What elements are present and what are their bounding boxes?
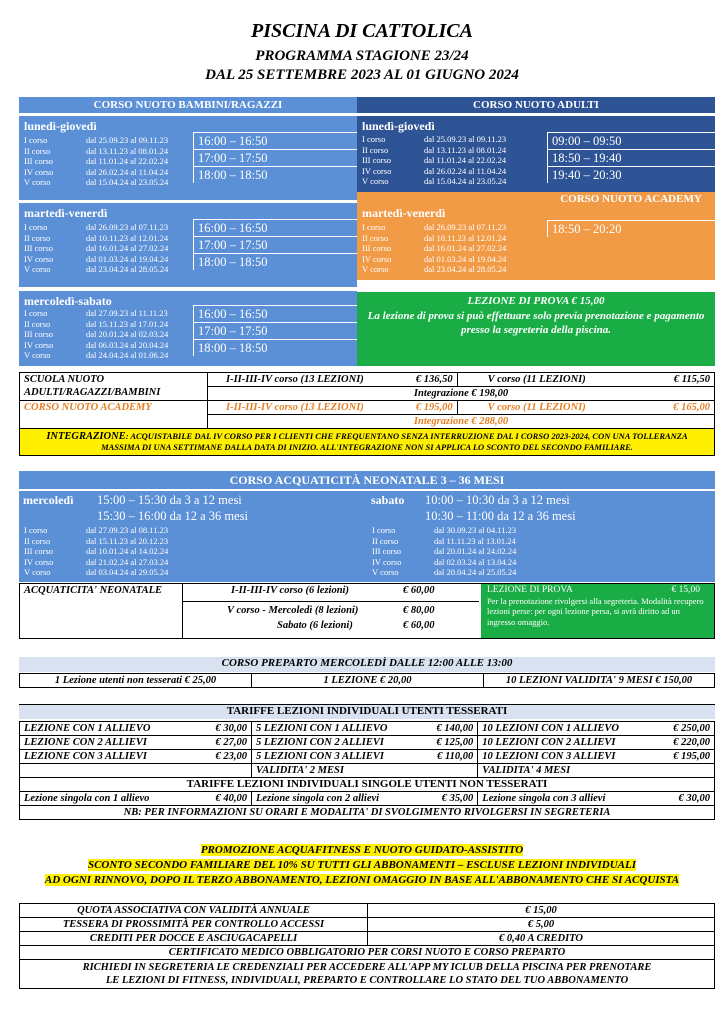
course-row: IV corso dal 06.03.24 al 20.04.24: [24, 339, 169, 350]
preparto-price: 1 Lezione utenti non tesserati € 25,00: [20, 674, 252, 688]
course-row: IV corso dal 01.03.24 al 19.04.24: [24, 253, 169, 264]
course-row: III corso dal 20.01.24 al 02.03.24: [24, 329, 169, 340]
course-row: III corso dal 10.01.24 al 14.02.24: [24, 546, 169, 557]
individuali-title-2: TARIFFE LEZIONI INDIVIDUALI SINGOLE UTENTI NON TESSERATI: [20, 778, 715, 792]
course-row: IV corso dal 26.02.24 al 11.04.24: [24, 166, 169, 177]
course-price-label: V corso (11 LEZIONI): [457, 401, 630, 415]
scuola-label: SCUOLA NUOTO ADULTI/RAGAZZI/BAMBINI: [20, 373, 208, 401]
course-price-label: V corso (11 LEZIONI): [457, 373, 630, 387]
info-note: NB: PER INFORMAZIONI SU ORARI E MODALITA' DI SVOLGIMENTO RIVOLGERSI IN SEGRETERIA: [20, 806, 715, 820]
bambini-title: CORSO NUOTO BAMBINI/RAGAZZI: [19, 97, 357, 113]
time-slot: 19:40 – 20:30: [547, 166, 715, 183]
days-label: lunedì-giovedì: [24, 119, 97, 133]
price: € 195,00: [387, 401, 457, 415]
prova-box: [357, 292, 715, 366]
promo-line: AD OGNI RINNOVO, DOPO IL TERZO ABBONAMENTO, LEZIONI OMAGGIO IN BASE ALL'ABBONAMENTO CHE SI ACQUISTA: [44, 874, 680, 886]
course-row: II corso dal 11.11.23 al 13.01.24: [372, 535, 516, 546]
acq-price-list: I-II-III-IV corso (6 lezioni) € 60,00 V corso - Mercoledì (8 lezioni) € 80,00 Sabato (6 lezioni) € 60,00: [182, 584, 478, 638]
table-cell: € 30,00: [655, 792, 715, 806]
course-list: [357, 134, 547, 187]
course-row: IV corso dal 26.02.24 al 11.04.24: [362, 165, 507, 176]
integrazione-note: INTEGRAZIONE: ACQUISTABILE DAL IV CORSO PER I CLIENTI CHE FREQUENTANO SENZA INTERRUZIONE DAL I CORSO 2023-2024, CON UNA TOLLERANZA MASSIMA DI UNA SETTIMANE DALLA DATA DI INIZIO. ALL'INTEGRAZIONE NON SI APPLICA LO SCONTO DEL SECONDO FAMILIARE.: [20, 429, 715, 456]
day-label: sabato: [371, 493, 405, 507]
course-list: [19, 308, 193, 361]
course-list: [357, 222, 547, 275]
table-cell: 10 LEZIONI CON 2 ALLIEVI: [478, 736, 655, 750]
course-row: II corso dal 15.11.23 al 17.01.24: [24, 318, 169, 329]
course-row: I corso dal 26.09.23 al 07.11.23: [362, 222, 507, 232]
time-slot: 17:00 – 17:50: [193, 236, 357, 253]
adulti-block: [357, 116, 715, 192]
preparto-price: 1 LEZIONE € 20,00: [252, 674, 484, 688]
price: € 136,50: [387, 373, 457, 387]
course-row: III corso dal 16.01.24 al 27.02.24: [24, 243, 169, 254]
season-dates: DAL 25 SETTEMBRE 2023 AL 01 GIUGNO 2024: [205, 67, 519, 83]
table-cell: Lezione singola con 3 allievi: [478, 792, 655, 806]
time-list: [193, 219, 357, 270]
course-row: I corso dal 25.09.23 al 09.11.23: [362, 134, 507, 144]
academy-label: CORSO NUOTO ACADEMY: [20, 401, 208, 429]
course-row: I corso dal 27.09.23 al 08.11.23: [24, 525, 169, 535]
course-row: I corso dal 25.09.23 al 09.11.23: [24, 135, 169, 145]
acq-prova-box: LEZIONE DI PROVA € 15,00 Per la prenotazione rivolgersi alla segreteria. Modalità recupero lezioni perse: per ogni lezione persa, si avrà diritto ad un ingresso omaggio.: [481, 584, 714, 638]
table-cell: Lezione singola con 1 allievo: [20, 792, 200, 806]
course-row: I corso dal 26.09.23 al 07.11.23: [24, 222, 169, 232]
acq-sabato: [367, 491, 715, 582]
time-slots: 15:00 – 15:30 da 3 a 12 mesi 15:30 – 16:00 da 12 a 36 mesi: [97, 493, 249, 523]
course-row: IV corso dal 02.03.24 al 13.04.24: [372, 556, 517, 567]
table-cell: € 220,00: [655, 736, 715, 750]
course-row: III corso dal 16.01.24 al 27.02.24: [362, 243, 507, 254]
course-list: [19, 222, 193, 275]
table-cell: € 23,00: [200, 750, 252, 764]
course-row: V corso dal 23.04.24 al 28.05.24: [24, 264, 169, 275]
time-slots: 10:00 – 10:30 da 3 a 12 mesi 10:30 – 11:00 da 12 a 36 mesi: [425, 493, 576, 523]
table-cell: 5 LEZIONI CON 3 ALLIEVI: [252, 750, 422, 764]
table-cell: € 250,00: [655, 722, 715, 736]
individuali-title: TARIFFE LEZIONI INDIVIDUALI UTENTI TESSERATI: [19, 704, 715, 719]
time-slot: 17:00 – 17:50: [193, 322, 357, 339]
course-row: I corso dal 27.09.23 al 11.11.23: [24, 308, 168, 318]
preparto-title: CORSO PREPARTO MERCOLEDÌ DALLE 12:00 ALLE 13:00: [19, 657, 715, 672]
course-row: V corso dal 20.04.24 al 25.05.24: [372, 567, 517, 578]
time-slot: 18:00 – 18:50: [193, 166, 357, 183]
course-row: IV corso dal 01.03.24 al 19.04.24: [362, 253, 507, 264]
page-title: PISCINA DI CATTOLICA: [251, 20, 473, 42]
course-row: III corso dal 11.01.24 al 22.02.24: [24, 156, 169, 167]
bambini-group-3: [19, 291, 357, 366]
time-slot: 16:00 – 16:50: [193, 219, 357, 236]
academy-title: CORSO NUOTO ACADEMY: [560, 193, 702, 205]
time-slot: 18:00 – 18:50: [193, 253, 357, 270]
preparto-table: [19, 673, 715, 688]
table-cell: € 140,00: [422, 722, 478, 736]
time-slot: 16:00 – 16:50: [193, 132, 357, 149]
price: € 115,50: [631, 373, 715, 387]
course-row: II corso dal 13.11.23 al 08.01.24: [24, 145, 169, 156]
course-price-label: I-II-III-IV corso (13 LEZIONI): [208, 401, 388, 415]
quote-table: QUOTA ASSOCIATIVA CON VALIDITÀ ANNUALE € 15,00 TESSERA DI PROSSIMITÀ PER CONTROLLO ACCESSI € 5,00 CREDITI PER DOCCE E ASCIUGACAPELLI € 0,40 A CREDITO CERTIFICATO MEDICO OBBLIGATORIO PER CORSI NUOTO E CORSO PREPARTO RICHIEDI IN SEGRETERIA LE CREDENZIALI PER ACCEDERE ALL'APP MY ICLUB DELLA PISCINA PER PRENOTARE LE LEZIONI DI FITNESS, INDIVIDUALI, PREPARTO E CONTROLLARE LO STATO DEL TUO ABBONAMENTO: [19, 903, 715, 989]
integrazione-price: Integrazione € 198,00: [208, 387, 715, 401]
course-list: [367, 525, 567, 578]
table-cell: € 40,00: [200, 792, 252, 806]
prova-title: LEZIONE DI PROVA € 15,00: [467, 295, 605, 307]
app-note: RICHIEDI IN SEGRETERIA LE CREDENZIALI PER ACCEDERE ALL'APP MY ICLUB DELLA PISCINA PER PRENOTARE LE LEZIONI DI FITNESS, INDIVIDUALI, PREPARTO E CONTROLLARE LO STATO DEL TUO ABBONAMENTO: [20, 960, 715, 989]
time-slot: 09:00 – 09:50: [547, 132, 715, 149]
table-cell: 5 LEZIONI CON 1 ALLIEVO: [252, 722, 422, 736]
preparto-price: 10 LEZIONI VALIDITA' 9 MESI € 150,00: [484, 674, 715, 688]
course-price-label: I-II-III-IV corso (13 LEZIONI): [208, 373, 388, 387]
course-row: V corso dal 15.04.24 al 23.05.24: [24, 177, 169, 188]
time-slot: 18:50 – 19:40: [547, 149, 715, 166]
course-row: II corso dal 10.11.23 al 12.01.24: [24, 232, 169, 243]
course-row: I corso dal 30.09.23 al 04.11.23: [372, 525, 517, 535]
course-list: [19, 525, 219, 578]
course-row: III corso dal 20.01.24 al 24.02.24: [372, 546, 517, 557]
validita-label: VALIDITA' 4 MESI: [478, 764, 715, 778]
individuali-table: [19, 721, 715, 820]
table-cell: [20, 764, 252, 778]
table-cell: € 110,00: [422, 750, 478, 764]
course-row: V corso dal 24.04.24 al 01.06.24: [24, 350, 169, 361]
course-row: V corso dal 23.04.24 al 28.05.24: [362, 264, 507, 275]
course-row: II corso dal 13.11.23 al 08.01.24: [362, 144, 507, 155]
course-row: II corso dal 15.11.23 al 20.12.23: [24, 535, 169, 546]
prova-text: La lezione di prova si può effettuare solo previa prenotazione e pagamento presso la segreteria della piscina.: [367, 310, 705, 336]
table-cell: € 125,00: [422, 736, 478, 750]
course-row: V corso dal 15.04.24 al 23.05.24: [362, 176, 507, 187]
table-cell: € 195,00: [655, 750, 715, 764]
course-row: V corso dal 03.04.24 al 29.05.24: [24, 567, 169, 578]
table-cell: 10 LEZIONI CON 1 ALLIEVO: [478, 722, 655, 736]
certificato-note: CERTIFICATO MEDICO OBBLIGATORIO PER CORSI NUOTO E CORSO PREPARTO: [20, 946, 715, 960]
course-row: III corso dal 11.01.24 al 22.02.24: [362, 155, 507, 166]
time-slot: 17:00 – 17:50: [193, 149, 357, 166]
table-cell: Lezione singola con 2 allievi: [252, 792, 422, 806]
table-cell: € 35,00: [422, 792, 478, 806]
page-subtitle: PROGRAMMA STAGIONE 23/24: [255, 48, 469, 64]
bambini-group-1: [19, 116, 357, 200]
price: € 165,00: [631, 401, 715, 415]
table-cell: LEZIONE CON 1 ALLIEVO: [20, 722, 200, 736]
days-label: martedì-venerdì: [24, 206, 108, 220]
course-row: II corso dal 10.11.23 al 12.01.24: [362, 232, 507, 243]
time-list: [547, 132, 715, 183]
table-cell: 5 LEZIONI CON 2 ALLIEVI: [252, 736, 422, 750]
time-list: [193, 305, 357, 356]
course-row: IV corso dal 21.02.24 al 27.03.24: [24, 556, 169, 567]
promo-line: SCONTO SECONDO FAMILIARE DEL 10% SU TUTTI GLI ABBONAMENTI – ESCLUSE LEZIONI INDIVIDUALI: [87, 859, 637, 871]
bambini-group-2: [19, 203, 357, 287]
acq-mercoledi: [19, 491, 367, 582]
prices-table: [19, 372, 715, 456]
time-slot: 16:00 – 16:50: [193, 305, 357, 322]
acq-label: ACQUATICITA' NEONATALE: [24, 585, 162, 596]
time-list: [193, 132, 357, 183]
promo-section: [0, 843, 724, 888]
academy-block: [357, 192, 715, 280]
course-list: [19, 135, 193, 188]
validita-label: VALIDITA' 2 MESI: [252, 764, 478, 778]
day-label: mercoledì: [23, 493, 74, 507]
table-cell: LEZIONE CON 2 ALLIEVI: [20, 736, 200, 750]
days-label: lunedì-giovedì: [362, 119, 435, 133]
acquaticita-title: CORSO ACQUATICITÀ NEONATALE 3 – 36 MESI: [19, 471, 715, 489]
days-label: martedì-venerdì: [362, 206, 446, 220]
time-slot: 18:00 – 18:50: [193, 339, 357, 356]
table-cell: € 27,00: [200, 736, 252, 750]
adulti-title: CORSO NUOTO ADULTI: [357, 97, 715, 113]
acq-prices: [19, 583, 715, 639]
table-cell: 10 LEZIONI CON 3 ALLIEVI: [478, 750, 655, 764]
days-label: mercoledì-sabato: [24, 294, 112, 308]
table-cell: LEZIONE CON 3 ALLIEVI: [20, 750, 200, 764]
integrazione-price: Integrazione € 288,00: [208, 415, 715, 429]
table-cell: € 30,00: [200, 722, 252, 736]
time-slot: 18:50 – 20:20: [547, 220, 715, 237]
promo-line: PROMOZIONE ACQUAFITNESS E NUOTO GUIDATO-ASSISTITO: [200, 844, 524, 856]
